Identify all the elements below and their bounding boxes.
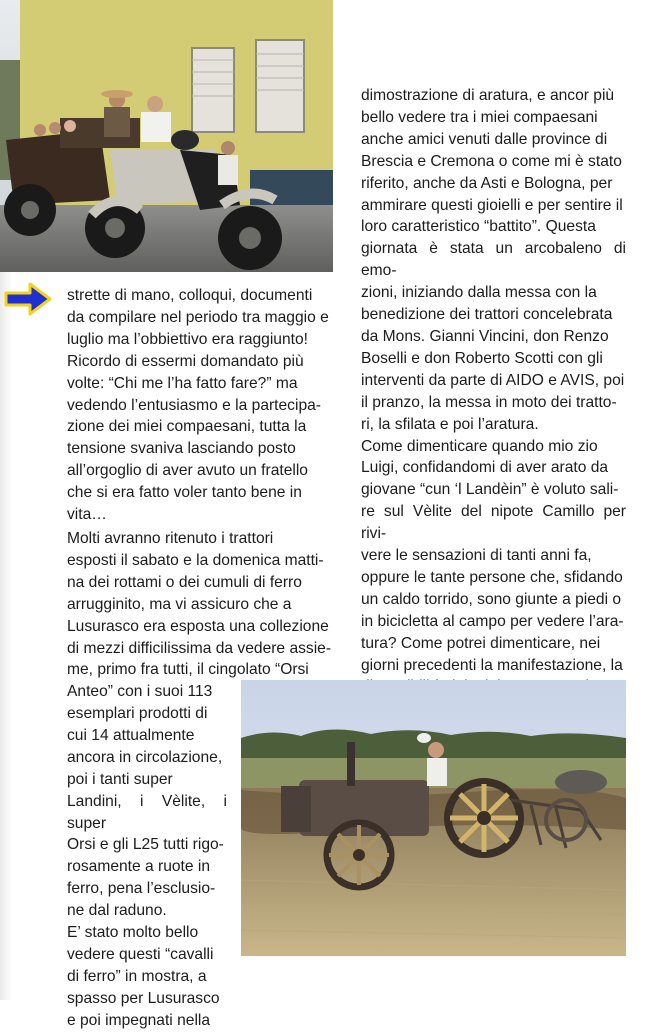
photo-tractor-plowing	[241, 680, 626, 956]
right-arrow-icon	[4, 282, 52, 316]
article-text-left-middle: Molti avranno ritenuto i trattori esposti il sabato e la domenica matti- na dei rottami o dei cumuli di ferro arrugginito, ma vi assicuro che a Lusurasco era esposta una collezione di mezzi difficilissima da vedere assie- me, primo fra tutti, il cingolato “Orsi Anteo” con i suoi 113	[67, 530, 332, 701]
photo-vintage-truck-parade	[0, 0, 333, 272]
article-text-left-narrow: esemplari prodotti di cui 14 attualmente ancora in circolazione, poi i tanti super Landini, i Vèlite, i super Orsi e gli L25 tutti rigo- rosamente a ruote in ferro, pena l’esclusio- ne dal raduno. E’ stato molto bello vedere questi “cavalli di ferro” in mostra, a spasso per Lusurasco e poi impegnati nella	[67, 705, 227, 1029]
article-text-left-upper: strette di mano, colloqui, documenti da compilare nel periodo tra maggio e luglio ma l’obbiettivo era raggiunto! Ricordo di essermi domandato più volte: “Chi me l’ha fatto fare?” ma vedendo l’entusiasmo e la partecipa- zione dei miei compaesani, tutta la tensione svaniva lasciando posto all’orgoglio di aver avuto un fratello che si era fatto voler tanto bene in vita…	[67, 287, 329, 524]
article-text-right-column: dimostrazione di aratura, e ancor più bello vedere tra i miei compaesani anche amici venuti dalle province di Brescia e Cremona o come mi è stato riferito, anche da Asti e Bologna, per ammirare questi gioielli e per sentire il loro caratteristico “battito”. Questa giornata è stata un arcobaleno di emo- zioni, iniziando dalla messa con la benedizione dei trattori concelebrata da Mons. Gianni Vincini, don Renzo Boselli e don Roberto Scotti con gli interventi da parte di AIDO e AVIS, poi il pranzo, la messa in moto dei tratto- ri, la sfilata e poi l’aratura. Come dimenticare quando mio zio Luigi, confidandomi di aver arato da giovane “cun ‘l Landèin” è voluto sali- re sul Vèlite del nipote Camillo per rivi- vere le sensazioni di tanti anni fa, oppure le tante persone che, sfidando un caldo torrido, sono giunte a piedi o in bicicletta al campo per vedere l’ara- tura? Come potrei dimenticare, nei giorni precedenti la manifestazione, la	[361, 87, 626, 674]
